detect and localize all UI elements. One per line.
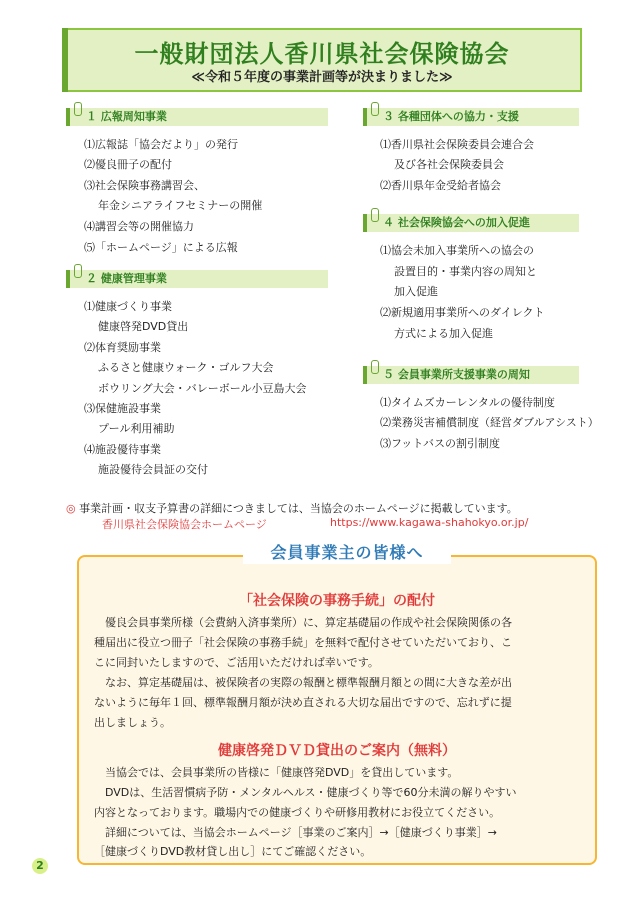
booklet-heading: 「社会保険の事務手続」の配付 — [239, 593, 435, 609]
list-item: ⑶社会保険事務講習会、 — [84, 179, 205, 192]
list-item: ⑸「ホームページ」による広報 — [84, 241, 238, 254]
page-subtitle: ≪令和５年度の事業計画等が決まりました≫ — [191, 70, 453, 85]
paperclip-icon — [371, 360, 379, 374]
paperclip-icon — [74, 102, 82, 116]
list-item: ⑴タイムズカーレンタルの優待制度 — [380, 396, 555, 409]
box-title: 会員事業主の皆様へ — [270, 543, 424, 562]
double-circle-icon: ◎ — [66, 502, 76, 515]
list-item: ⑷施設優待事業 — [84, 443, 161, 456]
page-number: 2 — [32, 858, 48, 874]
list-item: ⑵業務災害補償制度（経営ダブルアシスト） — [380, 416, 599, 429]
list-item: 施設優待会員証の交付 — [98, 463, 208, 476]
list-item: 加入促進 — [394, 285, 438, 298]
paragraph-line: ないように毎年１回、標準報酬月額が決め直される大切な届出ですので、忘れずに提 — [94, 696, 512, 709]
paragraph-line: 内容となっております。職場内での健康づくりや研修用教材にお役立てください。 — [94, 806, 501, 819]
list-item: ⑵体育奨励事業 — [84, 341, 161, 354]
list-item: ⑷講習会等の開催協力 — [84, 220, 194, 233]
paragraph-line: 種届出に役立つ冊子「社会保険の事務手続」を無料で配付させていただいており、こ — [94, 636, 512, 649]
homepage-link-url[interactable]: https://www.kagawa-shahokyo.or.jp/ — [330, 516, 529, 529]
section-heading-4: ４ 社会保険協会への加入促進 — [363, 214, 579, 232]
dvd-heading: 健康啓発ＤＶＤ貸出のご案内（無料） — [218, 743, 456, 759]
paragraph-line: なお、算定基礎届は、被保険者の実際の報酬と標準報酬月額との間に大きな差が出 — [94, 676, 512, 689]
list-item: ⑵香川県年金受給者協会 — [380, 179, 501, 192]
paragraph-line: ［健康づくりDVD教材貸し出し］にてご確認ください。 — [94, 845, 372, 858]
paperclip-icon — [74, 264, 82, 278]
list-item: 方式による加入促進 — [394, 327, 493, 340]
list-item: ボウリング大会・バレーボール小豆島大会 — [98, 382, 307, 395]
list-item: ⑶保健施設事業 — [84, 402, 161, 415]
list-item: ⑴協会未加入事業所への協会の — [380, 244, 534, 257]
list-item: 設置目的・事業内容の周知と — [394, 265, 537, 278]
paperclip-icon — [371, 208, 379, 222]
list-item: ⑴健康づくり事業 — [84, 300, 172, 313]
list-item: プール利用補助 — [98, 422, 175, 435]
paragraph-line: こに同封いたしますので、ご活用いただければ幸いです。 — [94, 656, 379, 669]
paragraph-line: 詳細については、当協会ホームページ［事業のご案内］→［健康づくり事業］→ — [94, 826, 497, 839]
list-item: 及び各社会保険委員会 — [394, 158, 504, 171]
details-note: ◎ 事業計画・収支予算書の詳細につきましては、当協会のホームページに掲載しています。 — [66, 502, 518, 515]
section-heading-5: ５ 会員事業所支援事業の周知 — [363, 366, 579, 384]
section-heading-1: １ 広報周知事業 — [66, 108, 328, 126]
paragraph-line: 優良会員事業所様（会費納入済事業所）に、算定基礎届の作成や社会保険関係の各 — [94, 616, 512, 629]
list-item: 健康啓発DVD貸出 — [98, 320, 189, 333]
paragraph-line: 当協会では、会員事業所の皆様に「健康啓発DVD」を貸出しています。 — [94, 766, 459, 779]
list-item: 年金シニアライフセミナーの開催 — [98, 199, 263, 212]
section-heading-3: ３ 各種団体への協力・支援 — [363, 108, 579, 126]
list-item: ⑴香川県社会保険委員会連合会 — [380, 138, 534, 151]
list-item: ふるさと健康ウォーク・ゴルフ大会 — [98, 361, 274, 374]
list-item: ⑵優良冊子の配付 — [84, 158, 172, 171]
list-item: ⑵新規適用事業所へのダイレクト — [380, 306, 545, 319]
list-item: ⑴広報誌「協会だより」の発行 — [84, 138, 238, 151]
list-item: ⑶フットバスの割引制度 — [380, 437, 501, 450]
paragraph-line: 出しましょう。 — [94, 716, 171, 729]
page-title: 一般財団法人香川県社会保険協会 — [134, 40, 510, 68]
homepage-link-label[interactable]: 香川県社会保険協会ホームページ — [102, 518, 267, 531]
paragraph-line: DVDは、生活習慣病予防・メンタルヘルス・健康づくり等で60分未満の解りやすい — [94, 786, 517, 799]
section-heading-2: ２ 健康管理事業 — [66, 270, 328, 288]
paperclip-icon — [371, 102, 379, 116]
